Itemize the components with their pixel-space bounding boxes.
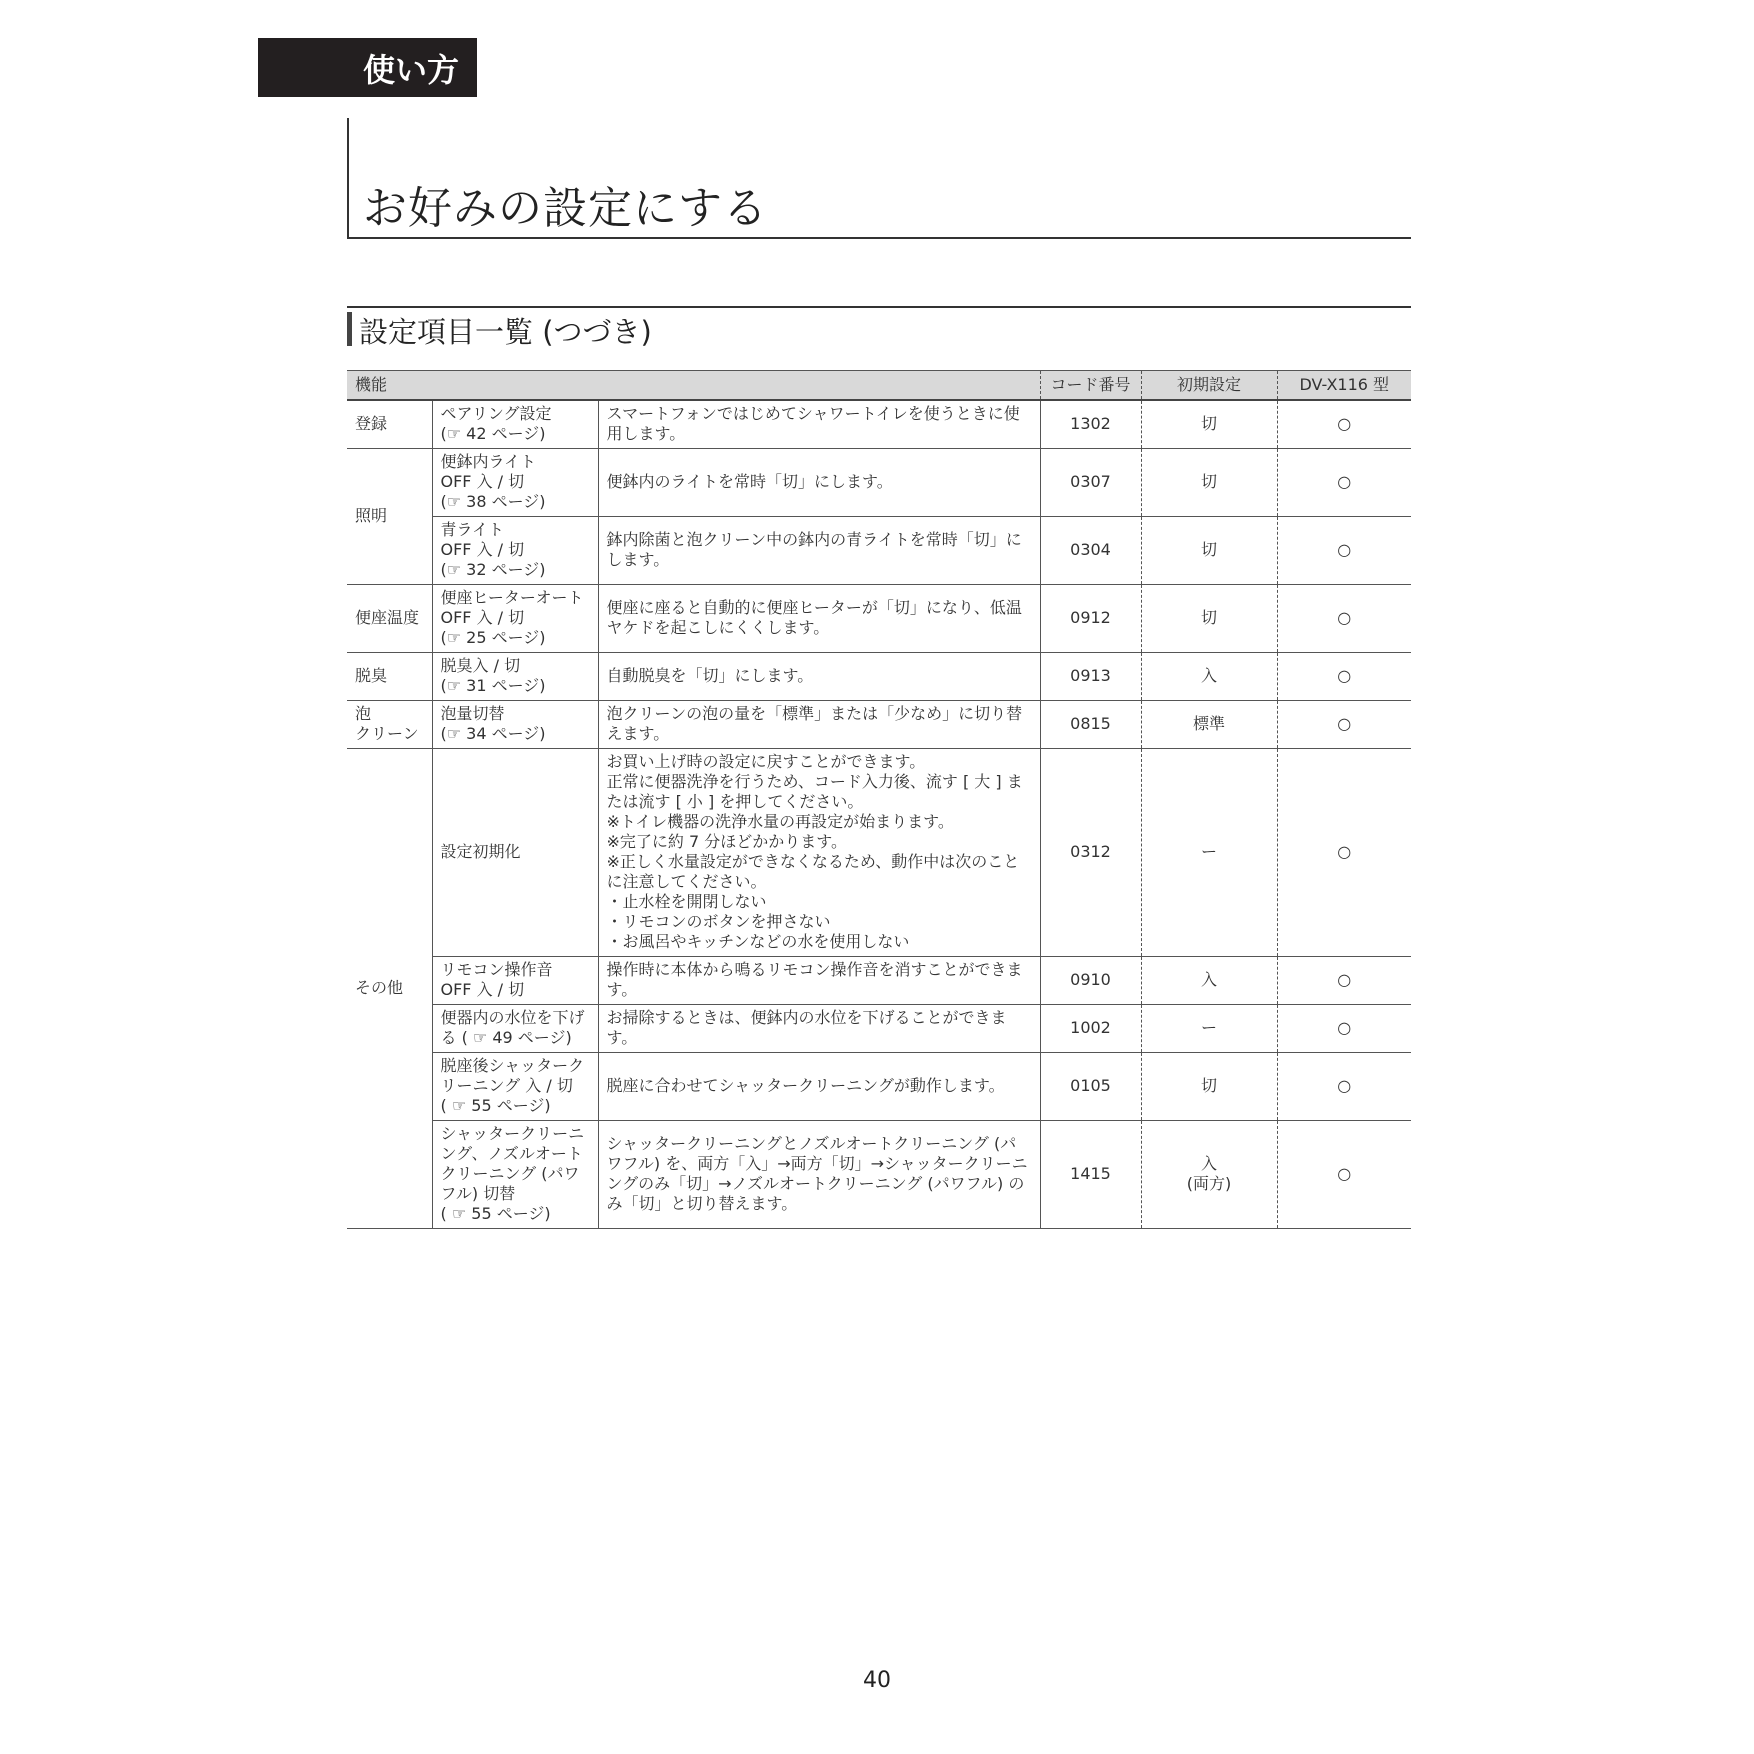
- description-cell: シャッタークリーニングとノズルオートクリーニング (パワフル) を、両方「入」→両方「切」→シャッタークリーニングのみ「切」→ノズルオートクリーニング (パワフル) のみ「切」と切り替えます。: [598, 1120, 1040, 1228]
- model-support-cell: ○: [1277, 1120, 1411, 1228]
- code-cell: 0815: [1040, 700, 1141, 748]
- subsection-rule: [347, 306, 1411, 308]
- model-support-cell: ○: [1277, 516, 1411, 584]
- category-cell: 登録: [347, 400, 432, 448]
- default-cell: 入: [1141, 956, 1277, 1004]
- category-cell: 照明: [347, 448, 432, 584]
- settings-table: [347, 370, 1411, 1229]
- default-cell: ー: [1141, 748, 1277, 956]
- code-cell: 0913: [1040, 652, 1141, 700]
- description-cell: お掃除するときは、便鉢内の水位を下げることができます。: [598, 1004, 1040, 1052]
- subsection-marker: [347, 312, 352, 346]
- default-cell: 切: [1141, 1052, 1277, 1120]
- table-row: [347, 956, 1411, 1004]
- item-cell: 脱臭入 / 切 (☞ 31 ページ): [432, 652, 598, 700]
- item-cell: 泡量切替 (☞ 34 ページ): [432, 700, 598, 748]
- default-cell: 切: [1141, 448, 1277, 516]
- description-cell: お買い上げ時の設定に戻すことができます。 正常に便器洗浄を行うため、コード入力後、流す [ 大 ] または流す [ 小 ] を押してください。 ※トイレ機器の洗浄水量の再設定が始まります。 ※完了に約 7 分ほどかかります。 ※正しく水量設定ができなくなるため、動作中は次のことに注意してください。 ・止水栓を開閉しない ・リモコンのボタンを押さない ・お風呂やキッチンなどの水を使用しない: [598, 748, 1040, 956]
- table-row: [347, 1052, 1411, 1120]
- default-cell: 入: [1141, 652, 1277, 700]
- item-cell: 便座ヒーターオート OFF 入 / 切 (☞ 25 ページ): [432, 584, 598, 652]
- subsection-title: 設定項目一覧 (つづき): [359, 315, 652, 349]
- model-support-cell: ○: [1277, 652, 1411, 700]
- table-body: [347, 400, 1411, 1228]
- table-row: [347, 584, 1411, 652]
- category-cell: 脱臭: [347, 652, 432, 700]
- description-cell: 自動脱臭を「切」にします。: [598, 652, 1040, 700]
- code-cell: 0304: [1040, 516, 1141, 584]
- table-row: [347, 652, 1411, 700]
- title-rule-vertical: [347, 118, 349, 239]
- table-row: [347, 400, 1411, 448]
- category-cell: 便座温度: [347, 584, 432, 652]
- code-cell: 1415: [1040, 1120, 1141, 1228]
- default-cell: 標準: [1141, 700, 1277, 748]
- table-row: [347, 1004, 1411, 1052]
- default-cell: 切: [1141, 516, 1277, 584]
- code-cell: 0307: [1040, 448, 1141, 516]
- category-cell: 泡 クリーン: [347, 700, 432, 748]
- model-support-cell: ○: [1277, 1052, 1411, 1120]
- table-row: [347, 448, 1411, 516]
- section-tab: 使い方: [258, 38, 477, 97]
- code-cell: 0312: [1040, 748, 1141, 956]
- description-cell: 脱座に合わせてシャッタークリーニングが動作します。: [598, 1052, 1040, 1120]
- model-support-cell: ○: [1277, 748, 1411, 956]
- table-row: [347, 700, 1411, 748]
- model-support-cell: ○: [1277, 584, 1411, 652]
- table-row: [347, 516, 1411, 584]
- code-cell: 0910: [1040, 956, 1141, 1004]
- item-cell: 青ライト OFF 入 / 切 (☞ 32 ページ): [432, 516, 598, 584]
- category-cell: その他: [347, 748, 432, 1228]
- item-cell: ペアリング設定 (☞ 42 ページ): [432, 400, 598, 448]
- table-row: [347, 1120, 1411, 1228]
- header-function: 機能: [347, 371, 1040, 401]
- default-cell: 入 (両方): [1141, 1120, 1277, 1228]
- model-support-cell: ○: [1277, 448, 1411, 516]
- table-header-row: [347, 371, 1411, 401]
- description-cell: スマートフォンではじめてシャワートイレを使うときに使用します。: [598, 400, 1040, 448]
- page-title: お好みの設定にする: [363, 183, 768, 234]
- title-rule-horizontal: [347, 237, 1411, 239]
- table-row: [347, 748, 1411, 956]
- item-cell: リモコン操作音 OFF 入 / 切: [432, 956, 598, 1004]
- description-cell: 便座に座ると自動的に便座ヒーターが「切」になり、低温ヤケドを起こしにくくします。: [598, 584, 1040, 652]
- default-cell: 切: [1141, 584, 1277, 652]
- description-cell: 泡クリーンの泡の量を「標準」または「少なめ」に切り替えます。: [598, 700, 1040, 748]
- item-cell: 便鉢内ライト OFF 入 / 切 (☞ 38 ページ): [432, 448, 598, 516]
- item-cell: 脱座後シャッタークリーニング 入 / 切 ( ☞ 55 ページ): [432, 1052, 598, 1120]
- default-cell: ー: [1141, 1004, 1277, 1052]
- item-cell: 設定初期化: [432, 748, 598, 956]
- model-support-cell: ○: [1277, 400, 1411, 448]
- model-support-cell: ○: [1277, 956, 1411, 1004]
- code-cell: 1302: [1040, 400, 1141, 448]
- model-support-cell: ○: [1277, 700, 1411, 748]
- item-cell: シャッタークリーニング、ノズルオートクリーニング (パワフル) 切替 ( ☞ 55 ページ): [432, 1120, 598, 1228]
- description-cell: 鉢内除菌と泡クリーン中の鉢内の青ライトを常時「切」にします。: [598, 516, 1040, 584]
- header-model: DV-X116 型: [1277, 371, 1411, 401]
- description-cell: 操作時に本体から鳴るリモコン操作音を消すことができます。: [598, 956, 1040, 1004]
- code-cell: 0912: [1040, 584, 1141, 652]
- page-number: 40: [863, 1668, 891, 1693]
- default-cell: 切: [1141, 400, 1277, 448]
- description-cell: 便鉢内のライトを常時「切」にします。: [598, 448, 1040, 516]
- item-cell: 便器内の水位を下げる ( ☞ 49 ページ): [432, 1004, 598, 1052]
- code-cell: 1002: [1040, 1004, 1141, 1052]
- model-support-cell: ○: [1277, 1004, 1411, 1052]
- header-code: コード番号: [1040, 371, 1141, 401]
- header-default: 初期設定: [1141, 371, 1277, 401]
- code-cell: 0105: [1040, 1052, 1141, 1120]
